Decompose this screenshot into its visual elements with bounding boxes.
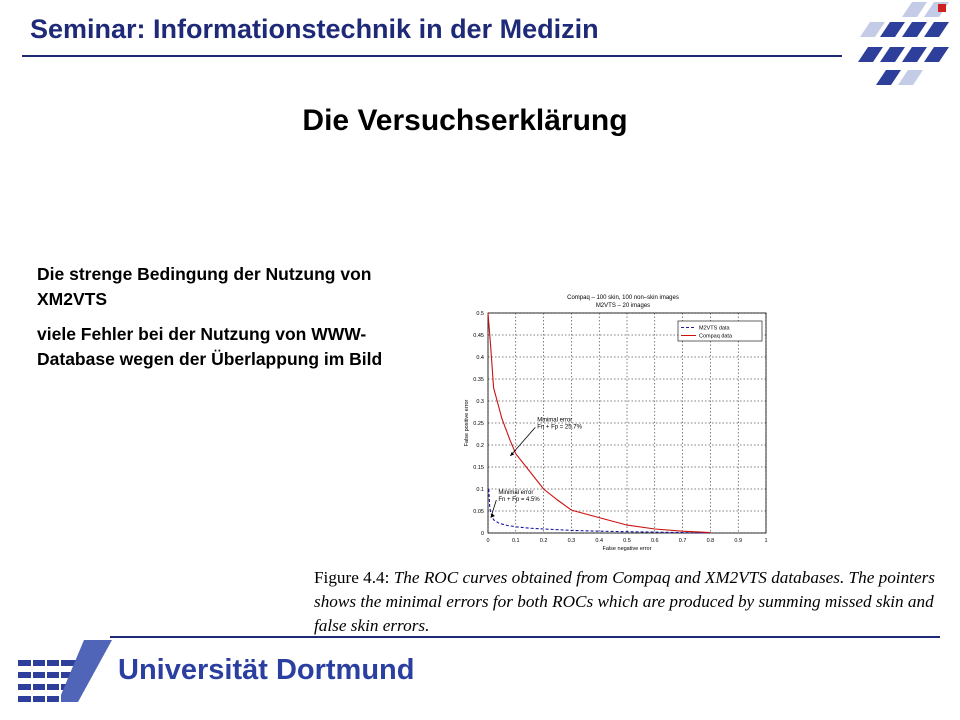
bullet-list [37,262,427,382]
chart-title: Compaq – 100 skin, 100 non–skin images [567,295,679,301]
annotation-label: Minimal error [537,417,573,424]
y-tick-label: 0.5 [476,311,484,317]
y-tick-label: 0.1 [476,487,484,493]
y-tick-label: 0.4 [476,355,484,361]
y-tick-label: 0.35 [473,377,484,383]
roc-chart [458,288,770,554]
header-title: Seminar: Informationstechnik in der Medizin [30,14,599,44]
chart-subtitle: M2VTS – 20 images [595,303,651,309]
x-tick-label: 0.2 [539,538,548,544]
y-tick-label: 0.05 [473,509,484,515]
figure-caption [314,566,944,638]
y-axis-label: False positive error [464,399,470,447]
annotation-label: Fn + Fp = 4.5% [498,497,540,503]
x-tick-label: 0.4 [595,538,604,544]
annotation-label: Fn + Fp = 25.7% [537,424,582,431]
footer-divider [110,636,940,638]
y-tick-label: 0.15 [473,465,484,471]
y-tick-label: 0.45 [473,333,484,339]
legend-label: M2VTS data [699,325,730,332]
x-tick-label: 0 [486,538,490,544]
y-tick-label: 0.3 [476,399,484,405]
x-tick-label: 0.3 [567,538,576,544]
caption-label: Figure 4.4: [314,568,390,587]
x-tick-label: 0.5 [623,538,631,544]
x-tick-label: 0.1 [511,538,520,544]
y-tick-label: 0.2 [476,443,484,449]
y-tick-label: 0 [480,531,484,537]
x-tick-label: 0.8 [706,538,715,544]
legend-label: Compaq data [699,333,733,340]
x-axis-label: False negative error [602,546,652,552]
university-logo-icon [850,2,960,92]
header-divider [22,55,842,57]
x-tick-label: 0.6 [650,538,659,544]
annotation-label: Minimal error [498,490,534,496]
university-logo-icon [18,636,113,706]
x-tick-label: 0.7 [678,538,687,544]
bullet-item: Die strenge Bedingung der Nutzung von XM2VTS [37,264,372,309]
footer-university: Universität Dortmund [118,654,415,686]
x-tick-label: 1 [764,538,768,544]
caption-text: The ROC curves obtained from Compaq and XM2VTS databases. The pointers shows the minimal errors for both ROCs which are produced by summing missed skin and false skin errors. [314,568,935,635]
bullet-item: viele Fehler bei der Nutzung von WWW-Database wegen der Überlappung im Bild [37,324,383,369]
slide-title: Die Versuchserklärung [302,104,628,137]
x-tick-label: 0.9 [734,538,743,544]
y-tick-label: 0.25 [473,421,484,427]
